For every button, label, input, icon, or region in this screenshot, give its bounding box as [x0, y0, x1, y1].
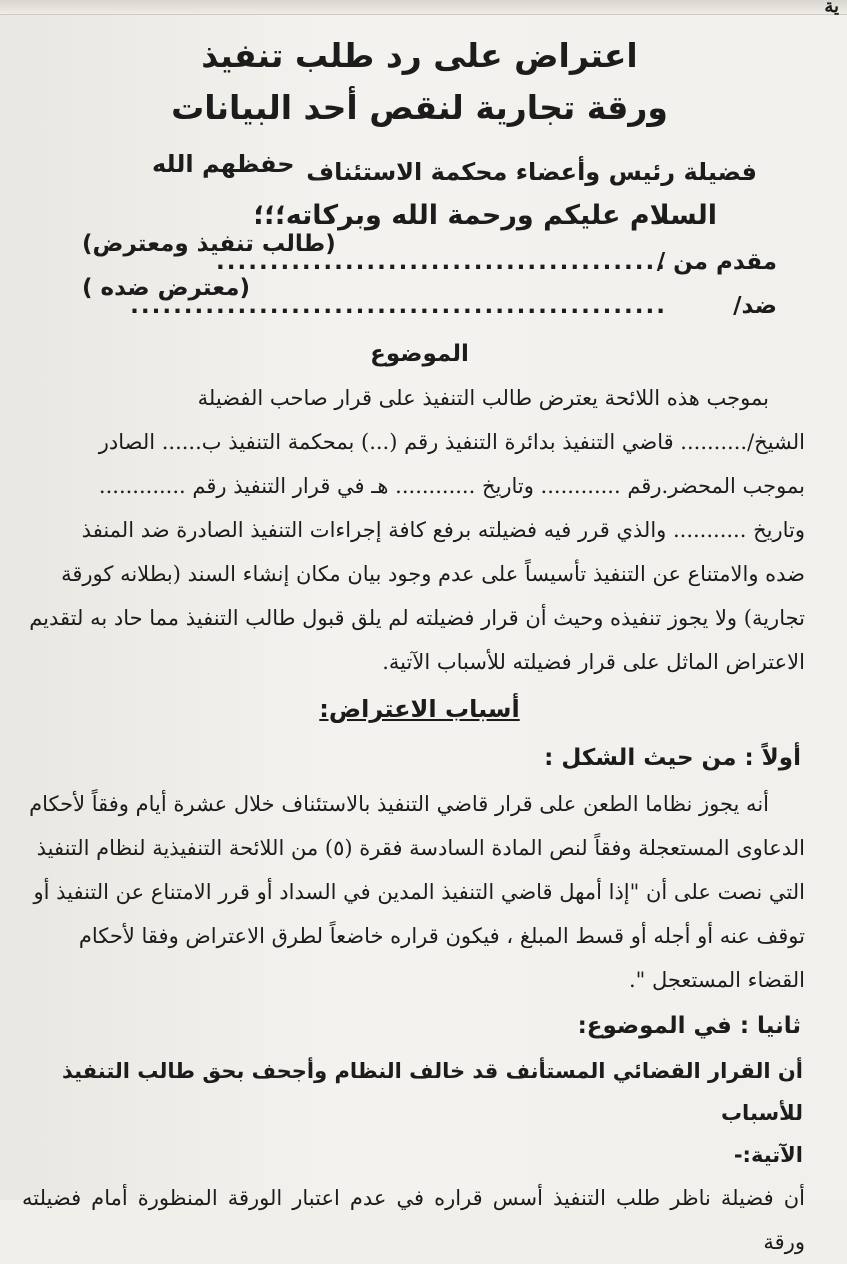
subject-heading: الموضوع — [370, 341, 469, 367]
respondent-label: ضد/ — [733, 293, 777, 319]
first-line: التي نصت على أن "إذا أمهل قاضي التنفيذ المدين في السداد أو قرر الامتناع عن التنفيذ أو — [33, 880, 805, 904]
second-paragraph — [22, 1176, 805, 1264]
corner-text: ية — [824, 0, 839, 17]
first-line: أنه يجوز نظاما الطعن على قرار قاضي التنفيذ بالاستئناف خلال عشرة أيام وفقاً لأحكام — [29, 792, 769, 816]
second-heading: ثانيا : في الموضوع: — [577, 1013, 801, 1039]
subject-line: بموجب هذه اللائحة يعترض طالب التنفيذ على قرار صاحب الفضيلة — [197, 386, 769, 410]
second-last-line: أن فضيلة ناظر طلب التنفيذ أسس قراره في عدم اعتبار الورقة المنظورة أمام فضيلته ورقة — [22, 1186, 805, 1254]
subject-line: الشيخ/.......... قاضي التنفيذ بدائرة التنفيذ رقم (...) بمحكمة التنفيذ ب...... الصادر — [98, 430, 805, 454]
title-line-2: ورقة تجارية لنقص أحد البيانات — [171, 88, 668, 127]
second-bold-line: الآتية:- — [733, 1143, 803, 1167]
subject-line: الاعتراض الماثل على قرار فضيلته للأسباب الآتية. — [382, 650, 805, 674]
respondent-role: (معترض ضده ) — [82, 275, 250, 301]
title-line-1: اعتراض على رد طلب تنفيذ — [201, 36, 638, 75]
applicant-role: (طالب تنفيذ ومعترض) — [82, 231, 336, 257]
greeting: السلام عليكم ورحمة الله وبركاته؛؛؛ — [253, 200, 717, 231]
document-content — [22, 30, 817, 1264]
document-title — [22, 30, 817, 134]
respondent-row — [22, 275, 817, 328]
first-heading: أولاً : من حيث الشكل : — [544, 745, 801, 771]
reasons-heading: أسباب الاعتراض: — [319, 695, 520, 723]
subject-line: وتاريخ ........... والذي قرر فيه فضيلته برفع كافة إجراءات التنفيذ الصادرة ضد المنفذ — [81, 518, 805, 542]
page-top-edge — [0, 0, 847, 15]
second-bold-paragraph — [22, 1050, 803, 1176]
applicant-label: مقدم من / — [656, 249, 777, 275]
subject-line: ضده والامتناع عن التنفيذ تأسيساً على عدم وجود بيان مكان إنشاء السند (بطلانه كورقة — [61, 562, 805, 586]
second-bold-line: أن القرار القضائي المستأنف قد خالف النظام وأجحف بحق طالب التنفيذ للأسباب — [61, 1059, 803, 1125]
court-address: فضيلة رئيس وأعضاء محكمة الاستئناف — [306, 158, 757, 186]
subject-line: بموجب المحضر.رقم ............ وتاريخ ............ هـ في قرار التنفيذ رقم ............. — [98, 474, 805, 498]
first-paragraph — [22, 782, 805, 1002]
respondent-dots: .................................................. — [130, 293, 667, 319]
applicant-dots: .......................................... — [216, 249, 667, 275]
first-line: توقف عنه أو أجله أو قسط المبلغ ، فيكون قراره خاضعاً لطرق الاعتراض وفقا لأحكام — [78, 924, 805, 948]
subject-line: تجارية) ولا يجوز تنفيذه وحيث أن قرار فضيلته لم يلق قبول طالب التنفيذ مما حاد به لتقديم — [29, 606, 805, 630]
first-line: الدعاوى المستعجلة وفقاً لنص المادة السادسة فقرة (٥) من اللائحة التنفيذية لنظام التنفيذ — [36, 836, 805, 860]
subject-paragraph — [22, 376, 805, 684]
address-row — [22, 152, 817, 192]
honorific: حفظهم الله — [152, 150, 295, 178]
first-line: القضاء المستعجل ". — [628, 968, 805, 992]
